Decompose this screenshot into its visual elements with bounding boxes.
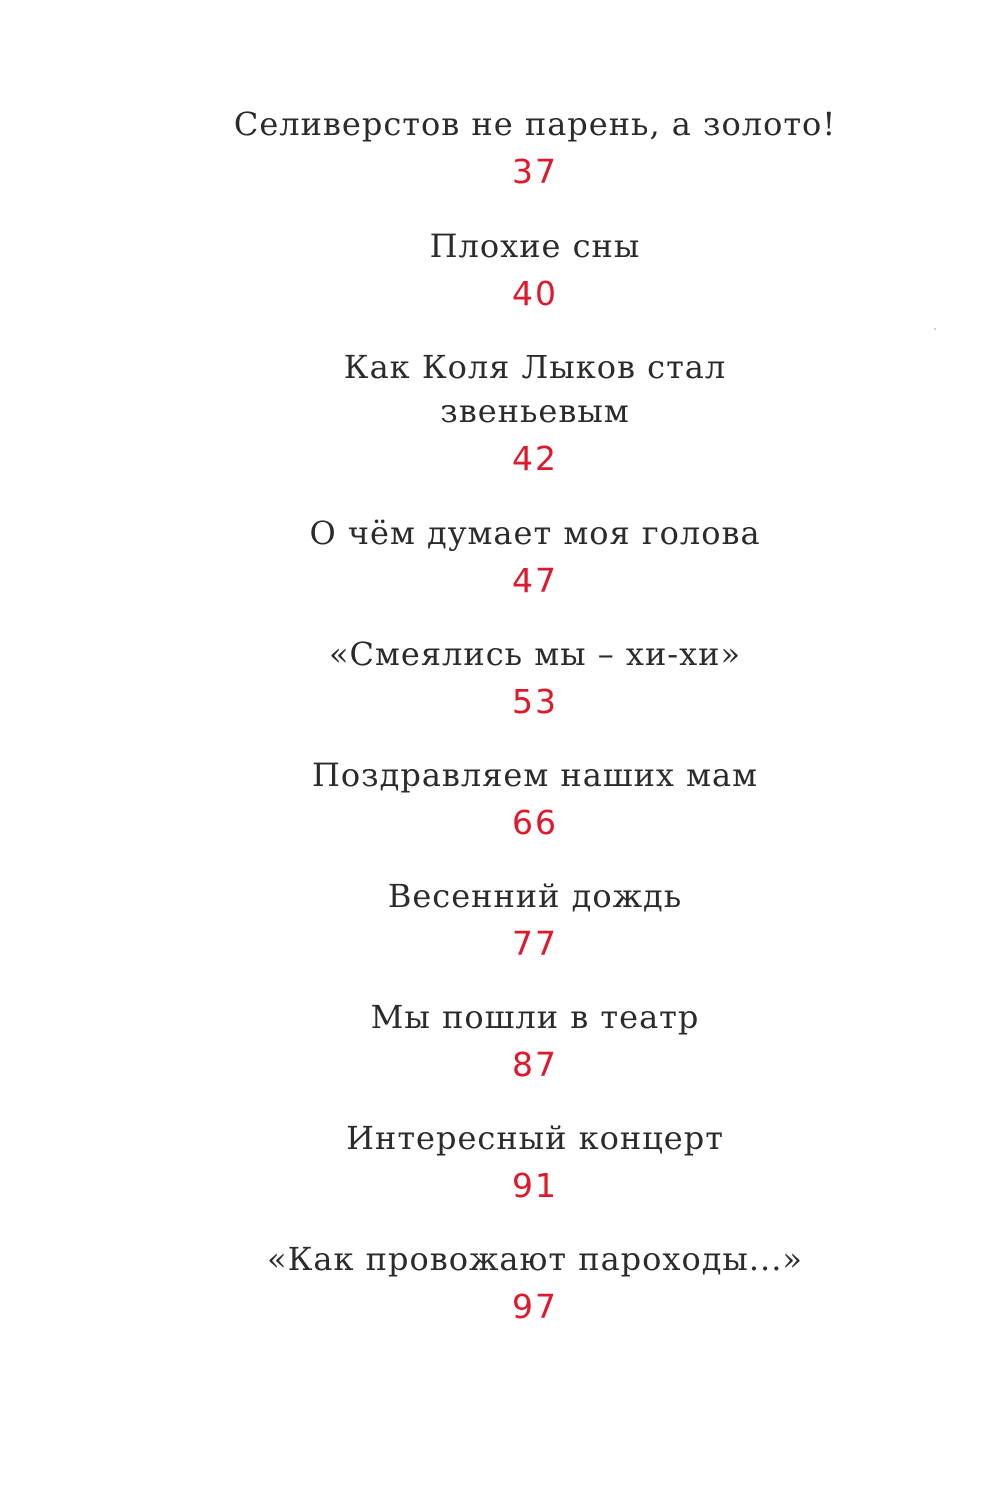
entry-title: Как Коля Лыков стал <box>343 348 727 386</box>
entry-title-continuation: звеньевым <box>440 392 630 430</box>
entry-title: Плохие сны <box>429 227 641 265</box>
entry-page-number: 77 <box>512 924 558 963</box>
entry-page-number: 40 <box>512 274 558 313</box>
toc-entry[interactable] <box>80 1237 990 1327</box>
entry-title: «Как провожают пароходы...» <box>267 1240 803 1278</box>
entry-page-number: 53 <box>512 682 558 721</box>
entry-title: «Смеялись мы – хи-хи» <box>328 635 742 673</box>
toc-entry[interactable] <box>80 1116 990 1206</box>
paper-speck <box>934 328 936 330</box>
toc-entry[interactable] <box>80 874 990 964</box>
entry-title: Мы пошли в театр <box>370 998 700 1036</box>
entry-title: Интересный концерт <box>346 1119 724 1157</box>
toc-entry[interactable] <box>80 995 990 1085</box>
entry-page-number: 37 <box>512 152 558 191</box>
toc-entry[interactable] <box>80 224 990 314</box>
entry-title: Весенний дождь <box>387 877 683 915</box>
entry-page-number: 47 <box>512 561 558 600</box>
entry-page-number: 97 <box>512 1287 558 1326</box>
toc-entry[interactable] <box>80 753 990 843</box>
toc-entry[interactable] <box>80 102 990 192</box>
toc-entry[interactable] <box>80 511 990 601</box>
entry-title: Селиверстов не парень, а золото! <box>233 105 837 143</box>
entry-page-number: 91 <box>512 1166 558 1205</box>
toc-entry[interactable] <box>80 632 990 722</box>
entry-title: Поздравляем наших мам <box>312 756 758 794</box>
entry-page-number: 66 <box>512 803 558 842</box>
entry-page-number: 87 <box>512 1045 558 1084</box>
entry-title: О чём думает моя голова <box>309 514 761 552</box>
entry-page-number: 42 <box>512 439 558 478</box>
toc-entry[interactable] <box>80 345 990 479</box>
